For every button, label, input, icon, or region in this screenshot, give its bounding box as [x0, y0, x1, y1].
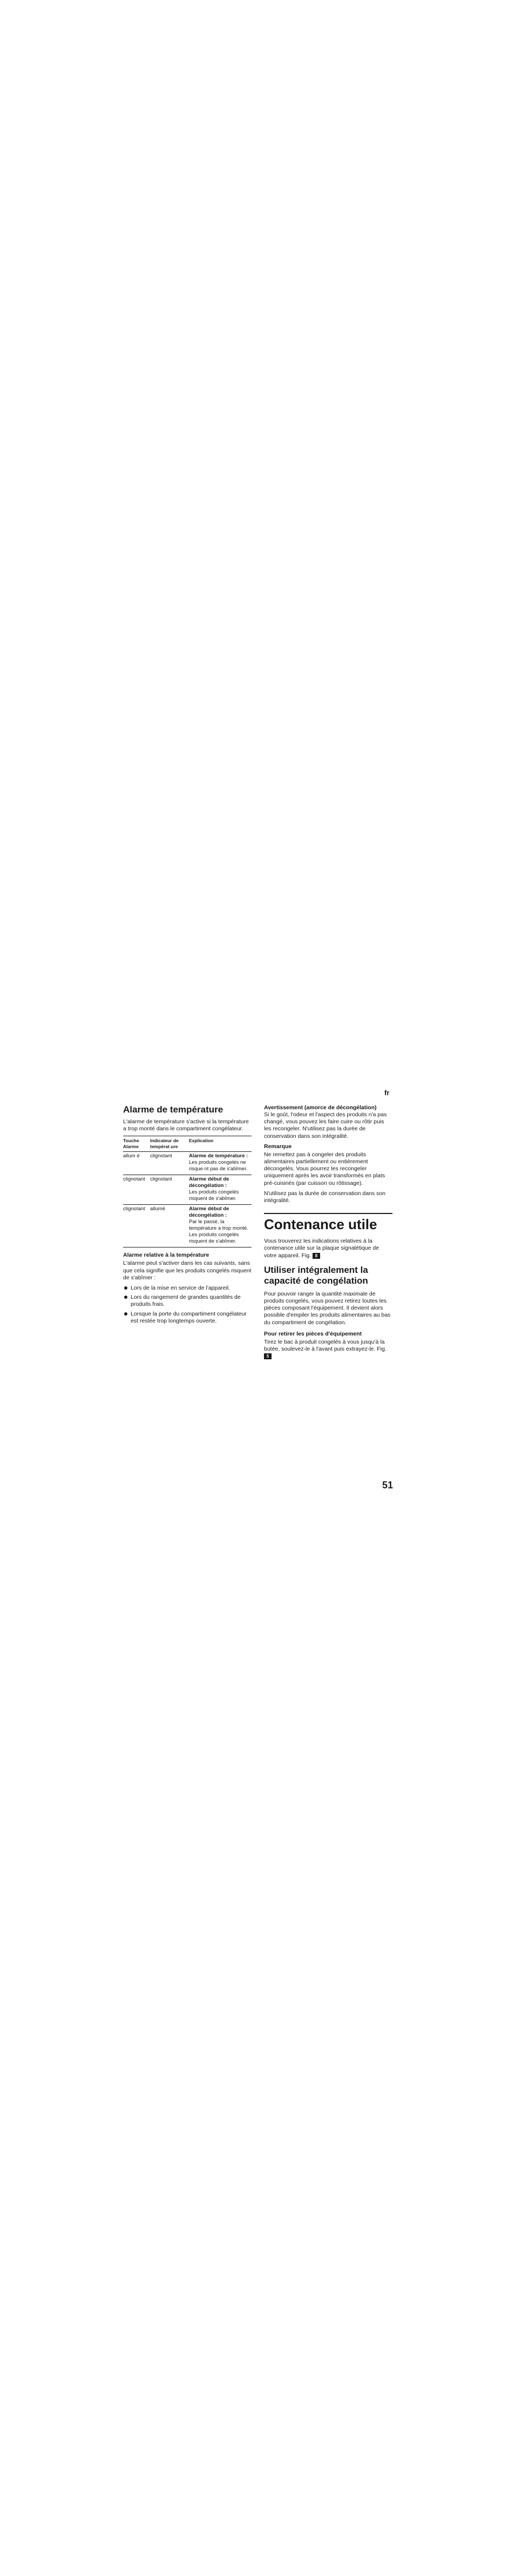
page-number: 51	[382, 1480, 394, 1491]
section-divider	[264, 1213, 392, 1214]
explanation-text: Les produits congelés ne risque nt pas de s'abîmer.	[189, 1159, 248, 1172]
explanation-heading: Alarme début de décongélation :	[189, 1206, 229, 1219]
usable-capacity-text: Vous trouverez les indications relatives à la contenance utile sur la plaque signalétique de votre appareil. Fig. 8	[264, 1238, 380, 1259]
figure-reference-icon: 5	[264, 1353, 272, 1359]
remove-parts-text: Tirez le bac à produit congelés à vous jusqu'à la butée, soulevez-le à l'avant puis extrayez-le. Fig. 5	[264, 1338, 387, 1359]
explanation-heading: Alarme de température :	[189, 1153, 248, 1159]
table-row	[123, 1152, 252, 1175]
temperature-alarm-subheading: Alarme relative à la température	[123, 1252, 209, 1259]
remark-title: Remarque	[264, 1143, 292, 1150]
list-item: Lorsque la porte du compartiment congélateur est restée trop longtemps ouverte.	[123, 1311, 252, 1325]
header-explanation: Explication	[189, 1136, 252, 1152]
explanation-text: Les produits congelés risquent de s'abîmer.	[189, 1189, 239, 1202]
alarm-button-state: allum é	[123, 1152, 150, 1175]
indicator-state: allumé	[150, 1205, 189, 1247]
alarm-button-state: clignotant	[123, 1175, 150, 1205]
alarm-table	[123, 1136, 252, 1247]
right-column	[264, 1104, 392, 1363]
left-column	[123, 1104, 252, 1327]
alarm-button-state: clignotant	[123, 1205, 150, 1247]
header-alarm-button: Touche Alarme	[123, 1136, 150, 1152]
remove-parts-title: Pour retirer les pièces d'équipement	[264, 1330, 362, 1337]
usable-capacity-title: Contenance utile	[264, 1216, 377, 1233]
warning-title: Avertissement (amorce de décongélation)	[264, 1104, 377, 1111]
indicator-state: clignotant	[150, 1152, 189, 1175]
alarm-cases-list	[123, 1285, 252, 1325]
remark-text: Ne remettez pas à congeler des produits alimentaires partiellement ou entièrement décongelés. Vous pourrez les recongeler uniquement après les avoir transformés en plats pré-cuisinés (par cuisson ou rôtissage).	[264, 1151, 385, 1186]
bullet-icon	[124, 1312, 127, 1316]
table-row	[123, 1205, 252, 1247]
table-row	[123, 1175, 252, 1205]
temperature-alarm-intro: L'alarme de température s'active si la température a trop monté dans le compartiment congélateur.	[123, 1118, 249, 1132]
list-item: Lors de la mise en service de l'appareil.	[123, 1285, 252, 1292]
bullet-icon	[124, 1286, 127, 1290]
header-temperature-indicator: Indicateur de températ ure	[150, 1136, 189, 1152]
full-capacity-title: Utiliser intégralement la capacité de congélation	[264, 1264, 368, 1286]
warning-text: Si le goût, l'odeur et l'aspect des produits n'a pas changé, vous pouvez les faire cuire ou rôtir puis les recongeler. N'utilisez pas la durée de conservation dans son intégralité.	[264, 1111, 387, 1139]
figure-reference-icon: 8	[313, 1253, 320, 1259]
full-capacity-text: Pour pouvoir ranger la quantité maximale de produits congelés, vous pouvez retirez toutes les pièces composant l'équipement. Il devient alors possible d'empiler les produits alimentaires au bas du compartiment de congélation.	[264, 1290, 391, 1326]
explanation-text: Par le passé, la température a trop monté. Les produits congelés risquent de s'abîmer.	[189, 1219, 248, 1245]
temperature-alarm-subtext: L'alarme peut s'activer dans les cas suivants, sans que cela signifie que les produits congelés risquent de s'abîmer :	[123, 1260, 252, 1281]
explanation-heading: Alarme début de décongélation :	[189, 1176, 229, 1189]
alarm-table-header	[123, 1136, 252, 1152]
bullet-icon	[124, 1296, 127, 1299]
explanation-cell	[189, 1205, 252, 1247]
explanation-cell	[189, 1175, 252, 1205]
indicator-state: clignotant	[150, 1175, 189, 1205]
explanation-cell	[189, 1152, 252, 1175]
remark-text-secondary: N'utilisez pas la durée de conservation dans son intégralité.	[264, 1190, 385, 1204]
list-item: Lors du rangement de grandes quantités de produits frais.	[123, 1294, 252, 1308]
language-tag: fr	[384, 1089, 390, 1097]
temperature-alarm-title: Alarme de température	[123, 1104, 223, 1115]
